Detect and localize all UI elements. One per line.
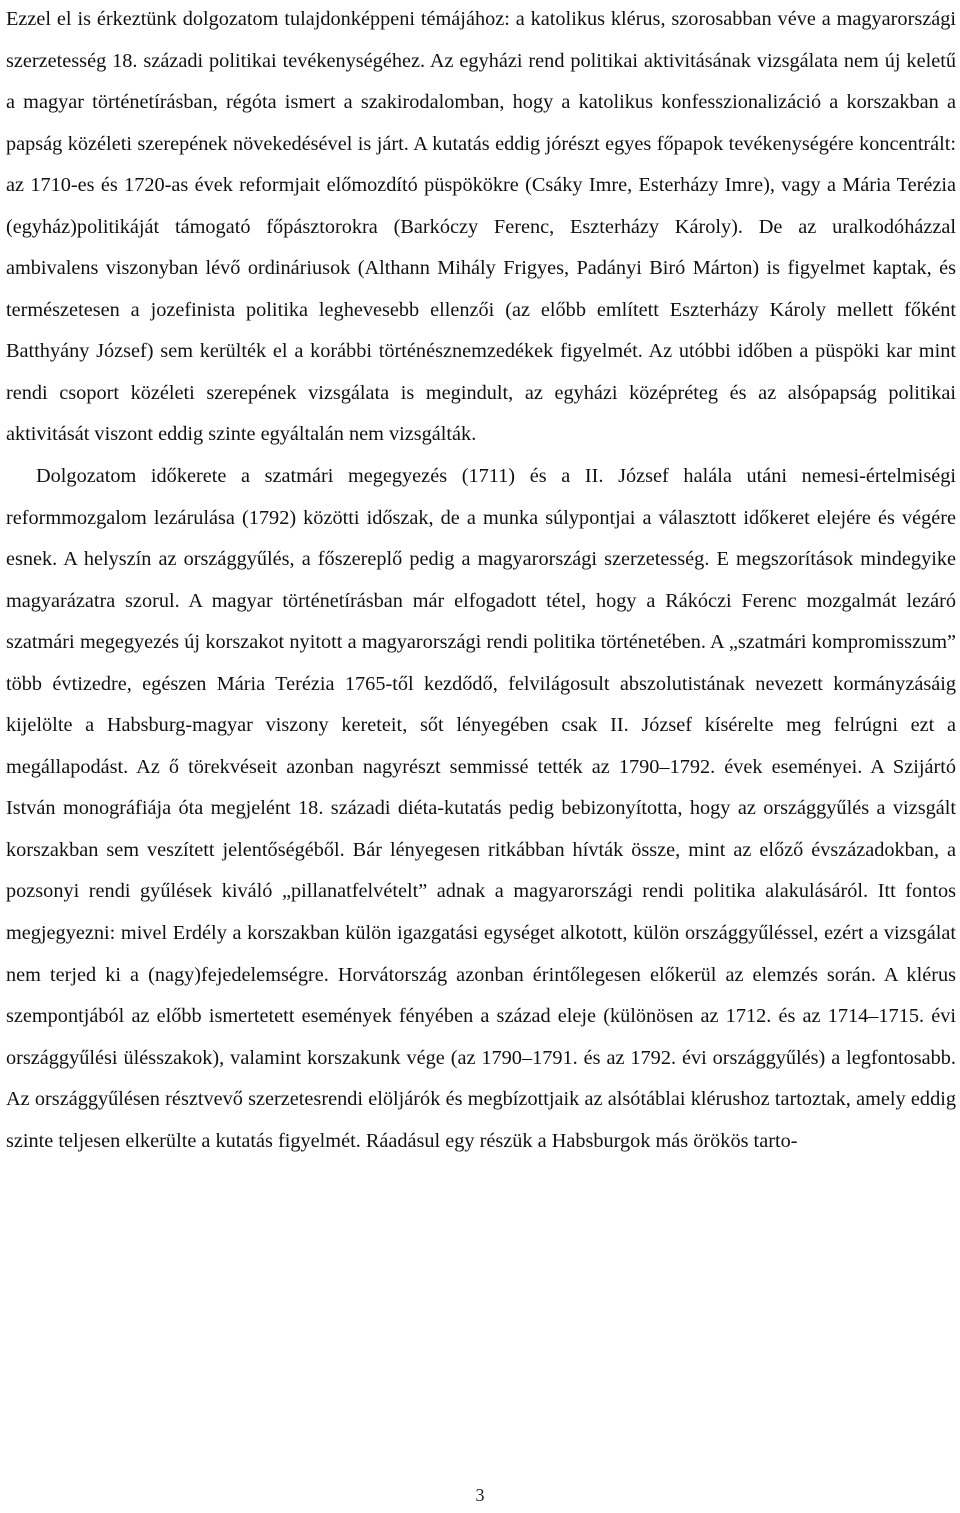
document-page (6, 0, 956, 1513)
page-number: 3 (475, 1485, 485, 1505)
body-paragraph: Ezzel el is érkeztünk dolgozatom tulajdonképpeni témájához: a katolikus klérus, szorosabban véve a magyarországi szerzetesség 18. századi politikai tevékenységéhez. Az egyházi rend politikai aktivitásának vizsgálata nem új keletű a magyar történetírásban, régóta ismert a szakirodalomban, hogy a katolikus konfesszionalizáció a korszakban a papság közéleti szerepének növekedésével is járt. A kutatás eddig jórészt egyes főpapok tevékenységére koncentrált: az 1710-es és 1720-as évek reformjait előmozdító püspökökre (Csáky Imre, Esterházy Imre), vagy a Mária Terézia (egyház)politikáját támogató főpásztorokra (Barkóczy Ferenc, Eszterházy Károly). De az uralkodóházzal ambivalens viszonyban lévő ordináriusok (Althann Mihály Frigyes, Padányi Biró Márton) is figyelmet kaptak, és természetesen a jozefinista politika leghevesebb ellenzői (az előbb említett Eszterházy Károly mellett főként Batthyány József) sem kerülték el a korábbi történésznemzedékek figyelmét. Az utóbbi időben a püspöki kar mint rendi csoport közéleti szerepének vizsgálata is megindult, az egyházi középréteg és az alsópapság politikai aktivitását viszont eddig szinte egyáltalán nem vizsgálták. (6, 8, 956, 446)
body-paragraph: Dolgozatom időkerete a szatmári megegyezés (1711) és a II. József halála utáni nemesi-értelmiségi reformmozgalom lezárulása (1792) közötti időszak, de a munka súlypontjai a választott időkeret elejére és végére esnek. A helyszín az országgyűlés, a főszereplő pedig a magyarországi szerzetesség. E megszorítások mindegyike magyarázatra szorul. A magyar történetírásban már elfogadott tétel, hogy a Rákóczi Ferenc mozgalmát lezáró szatmári megegyezés új korszakot nyitott a magyarországi rendi politika történetében. A „szatmári kompromisszum” több évtizedre, egészen Mária Terézia 1765-től kezdődő, felvilágosult abszolutistának nevezett kormányzásáig kijelölte a Habsburg-magyar viszony kereteit, sőt lényegében csak II. József kísérelte meg felrúgni ezt a megállapodást. Az ő törekvéseit azonban nagyrészt semmissé tették az 1790–1792. évek eseményei. A Szijártó István monográfiája óta megjelént 18. századi diéta-kutatás pedig bebizonyította, hogy az országgyűlés a vizsgált korszakban sem veszített jelentőségéből. Bár lényegesen ritkábban hívták össze, mint az előző évszázadokban, a pozsonyi rendi gyűlések kiváló „pillanatfelvételt” adnak a magyarországi rendi politika alakulásáról. Itt fontos megjegyezni: mivel Erdély a korszakban külön igazgatási egységet alkotott, külön országgyűléssel, ezért a vizsgálat nem terjed ki a (nagy)fejedelemségre. Horvátország azonban érintőlegesen előkerül az elemzés során. A klérus szempontjából az előbb ismertetett események fényében a század eleje (különösen az 1712. és az 1714–1715. évi országgyűlési ülésszakok), valamint korszakunk vége (az 1790–1791. és az 1792. évi országgyűlés) a legfontosabb. Az országgyűlésen résztvevő szerzetesrendi elöljárók és megbízottjaik az alsótáblai klérushoz tartoztak, amely eddig szinte teljesen elkerülte a kutatás figyelmét. Ráadásul egy részük a Habsburgok más örökös tarto- (6, 465, 956, 1152)
